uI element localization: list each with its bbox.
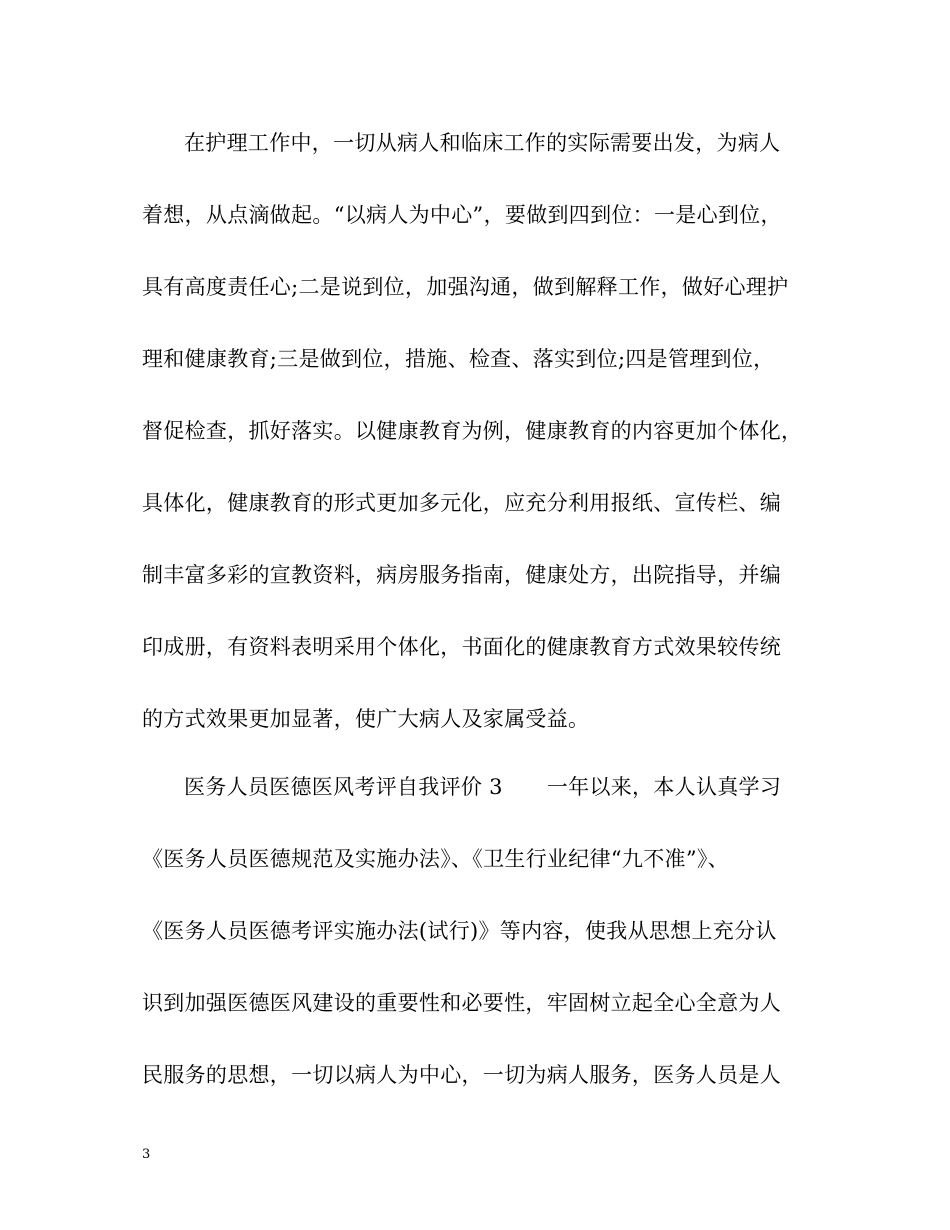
page-number: 3 [142, 1147, 151, 1162]
paragraph-1-line-5: 督促检查，抓好落实。以健康教育为例，健康教育的内容更加个体化， [142, 419, 803, 443]
paragraph-1-line-4: 理和健康教育;三是做到位，措施、检查、落实到位;四是管理到位， [142, 347, 775, 371]
section-heading: 医务人员医德医风考评自我评价 3 [184, 775, 503, 799]
paragraph-2-line-3: 《医务人员医德考评实施办法(试行)》等内容，使我从思想上充分认 [142, 919, 777, 943]
paragraph-2-line-5: 民服务的思想，一切以病人为中心，一切为病人服务，医务人员是人 [142, 1063, 781, 1087]
paragraph-1-line-1: 在护理工作中，一切从病人和临床工作的实际需要出发，为病人 [184, 131, 781, 155]
paragraph-1-line-7: 制丰富多彩的宣教资料，病房服务指南，健康处方，出院指导，并编 [142, 563, 781, 587]
paragraph-1-line-6: 具体化，健康教育的形式更加多元化，应充分利用报纸、宣传栏、编 [142, 491, 781, 515]
paragraph-1-line-8: 印成册，有资料表明采用个体化，书面化的健康教育方式效果较传统 [142, 635, 781, 659]
paragraph-2-line-1-rest: 一年以来，本人认真学习 [546, 775, 782, 799]
paragraph-1-line-3: 具有高度责任心;二是说到位，加强沟通，做到解释工作，做好心理护 [142, 275, 789, 299]
paragraph-2-line-1 [184, 772, 824, 802]
paragraph-1-line-2: 着想，从点滴做起。“以病人为中心”，要做到四到位：一是心到位， [142, 203, 782, 227]
paragraph-2-line-2: 《医务人员医德规范及实施办法》、《卫生行业纪律“九不准”》、 [142, 847, 729, 871]
paragraph-1-line-9: 的方式效果更加显著，使广大病人及家属受益。 [142, 707, 590, 731]
paragraph-2-line-4: 识到加强医德医风建设的重要性和必要性，牢固树立起全心全意为人 [142, 991, 781, 1015]
